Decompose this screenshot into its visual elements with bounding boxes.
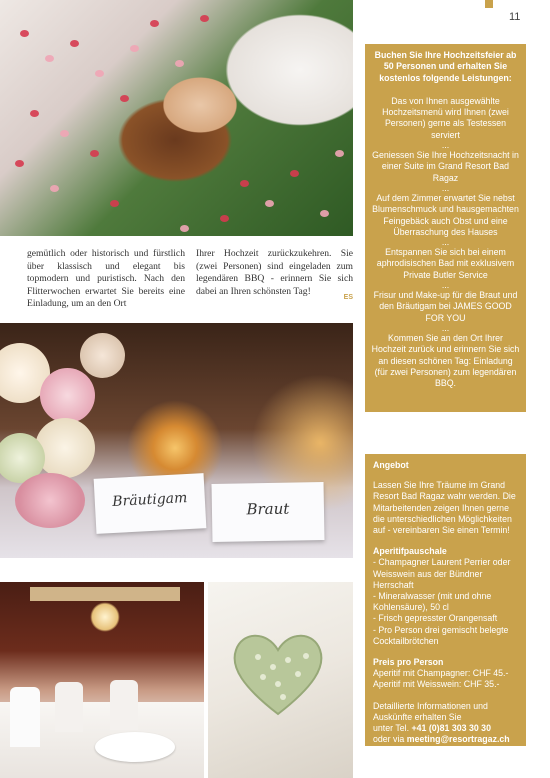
offer-heading: Buchen Sie Ihre Hochzeitsfeier ab 50 Personen und erhalten Sie kostenlos folgende Leistungen: xyxy=(374,50,517,83)
contact-text: Detaillierte Informationen und Auskünfte erhalten Sie xyxy=(373,700,488,722)
offer-item: Geniessen Sie Ihre Hochzeitsnacht in einer Suite im Grand Resort Bad Ragaz xyxy=(372,150,519,183)
bride-photo xyxy=(0,0,353,236)
offer-separator: ... xyxy=(441,322,450,333)
aperitif-item: - Champagner Laurent Perrier oder Weisswein aus der Bündner Herrschaft xyxy=(373,557,511,590)
offer-separator: ... xyxy=(441,280,450,291)
article-column-2-text: Ihrer Hochzeit zurückzukehren. Sie (zwei Personen) sind eingeladen zum legendären BBQ - erinnern Sie sich dabei an Ihren schönsten Tag! xyxy=(196,248,353,297)
flower-heart-icon xyxy=(228,622,328,722)
offer-item: Entspannen Sie sich bei einem aphrodisischen Bad mit exklusivem Private Butler Service xyxy=(376,247,515,280)
price-line: Aperitif mit Weisswein: CHF 35.- xyxy=(373,679,500,690)
angebot-box xyxy=(365,454,526,746)
article-column-1: gemütlich oder historisch und fürstlich über klassisch und elegant bis topmodern und puristisch. Nach den Flitterwochen erwartet Sie bereits eine Einladung, um an den Ort xyxy=(27,248,185,310)
page-number: 11 xyxy=(509,11,521,23)
contact-phone-line xyxy=(373,723,518,734)
angebot-heading: Angebot xyxy=(373,460,409,470)
aperitif-item: - Frisch gepresster Orangensaft xyxy=(373,613,498,624)
place-card-bride xyxy=(212,482,325,542)
aperitif-heading: Aperitifpauschale xyxy=(373,546,447,557)
place-card-groom xyxy=(94,473,207,534)
price-line: Aperitif mit Champagner: CHF 45.- xyxy=(373,668,509,679)
contact-phone-prefix: unter Tel. xyxy=(373,723,410,734)
offer-item: Auf dem Zimmer erwartet Sie nebst Blumenschmuck und hausgemachten Feingebäck auch Obst und eine Überraschung des Hauses xyxy=(372,192,519,237)
page-tab-marker xyxy=(485,0,493,8)
flower-heart-photo xyxy=(208,582,353,778)
offer-box xyxy=(365,44,526,412)
author-signature: ES xyxy=(343,293,353,301)
offer-separator: ... xyxy=(441,182,450,193)
contact-phone[interactable]: +41 (0)81 303 30 30 xyxy=(411,723,491,734)
angebot-intro: Lassen Sie Ihre Träume im Grand Resort Bad Ragaz wahr werden. Die Mitarbeitenden zeigen Ihnen gerne die unterschiedlichen Möglichkeiten auf - vereinbaren Sie einen Termin! xyxy=(373,480,516,536)
place-card-groom-text: Bräutigam xyxy=(111,490,188,510)
aperitif-item: - Mineralwasser (mit und ohne Kohlensäure), 50 cl xyxy=(373,591,492,613)
contact-mail-prefix: oder via xyxy=(373,734,405,745)
aperitif-item: - Pro Person drei gemischt belegte Cocktailbrötchen xyxy=(373,624,509,646)
offer-item: Das von Ihnen ausgewählte Hochzeitsmenü wird Ihnen (zwei Personen) gerne als Testessen serviert xyxy=(382,95,509,140)
offer-item: Kommen Sie an den Ort Ihrer Hochzeit zurück und erinnern Sie sich an diesen schönen Tag: Einladung (für zwei Personen) zum legendären BBQ. xyxy=(371,332,520,389)
article-column-2 xyxy=(196,248,353,304)
offer-separator: ... xyxy=(441,237,450,248)
place-cards-photo xyxy=(0,323,353,558)
price-heading: Preis pro Person xyxy=(373,657,444,668)
banquet-hall-photo xyxy=(0,582,204,778)
offer-item: Frisur und Make-up für die Braut und den Bräutigam bei JAMES GOOD FOR YOU xyxy=(373,290,518,323)
place-card-bride-text: Braut xyxy=(246,499,290,519)
contact-mail-link[interactable]: meeting@resortragaz.ch xyxy=(406,734,510,745)
contact-mail-line xyxy=(373,734,518,745)
offer-separator: ... xyxy=(441,140,450,151)
